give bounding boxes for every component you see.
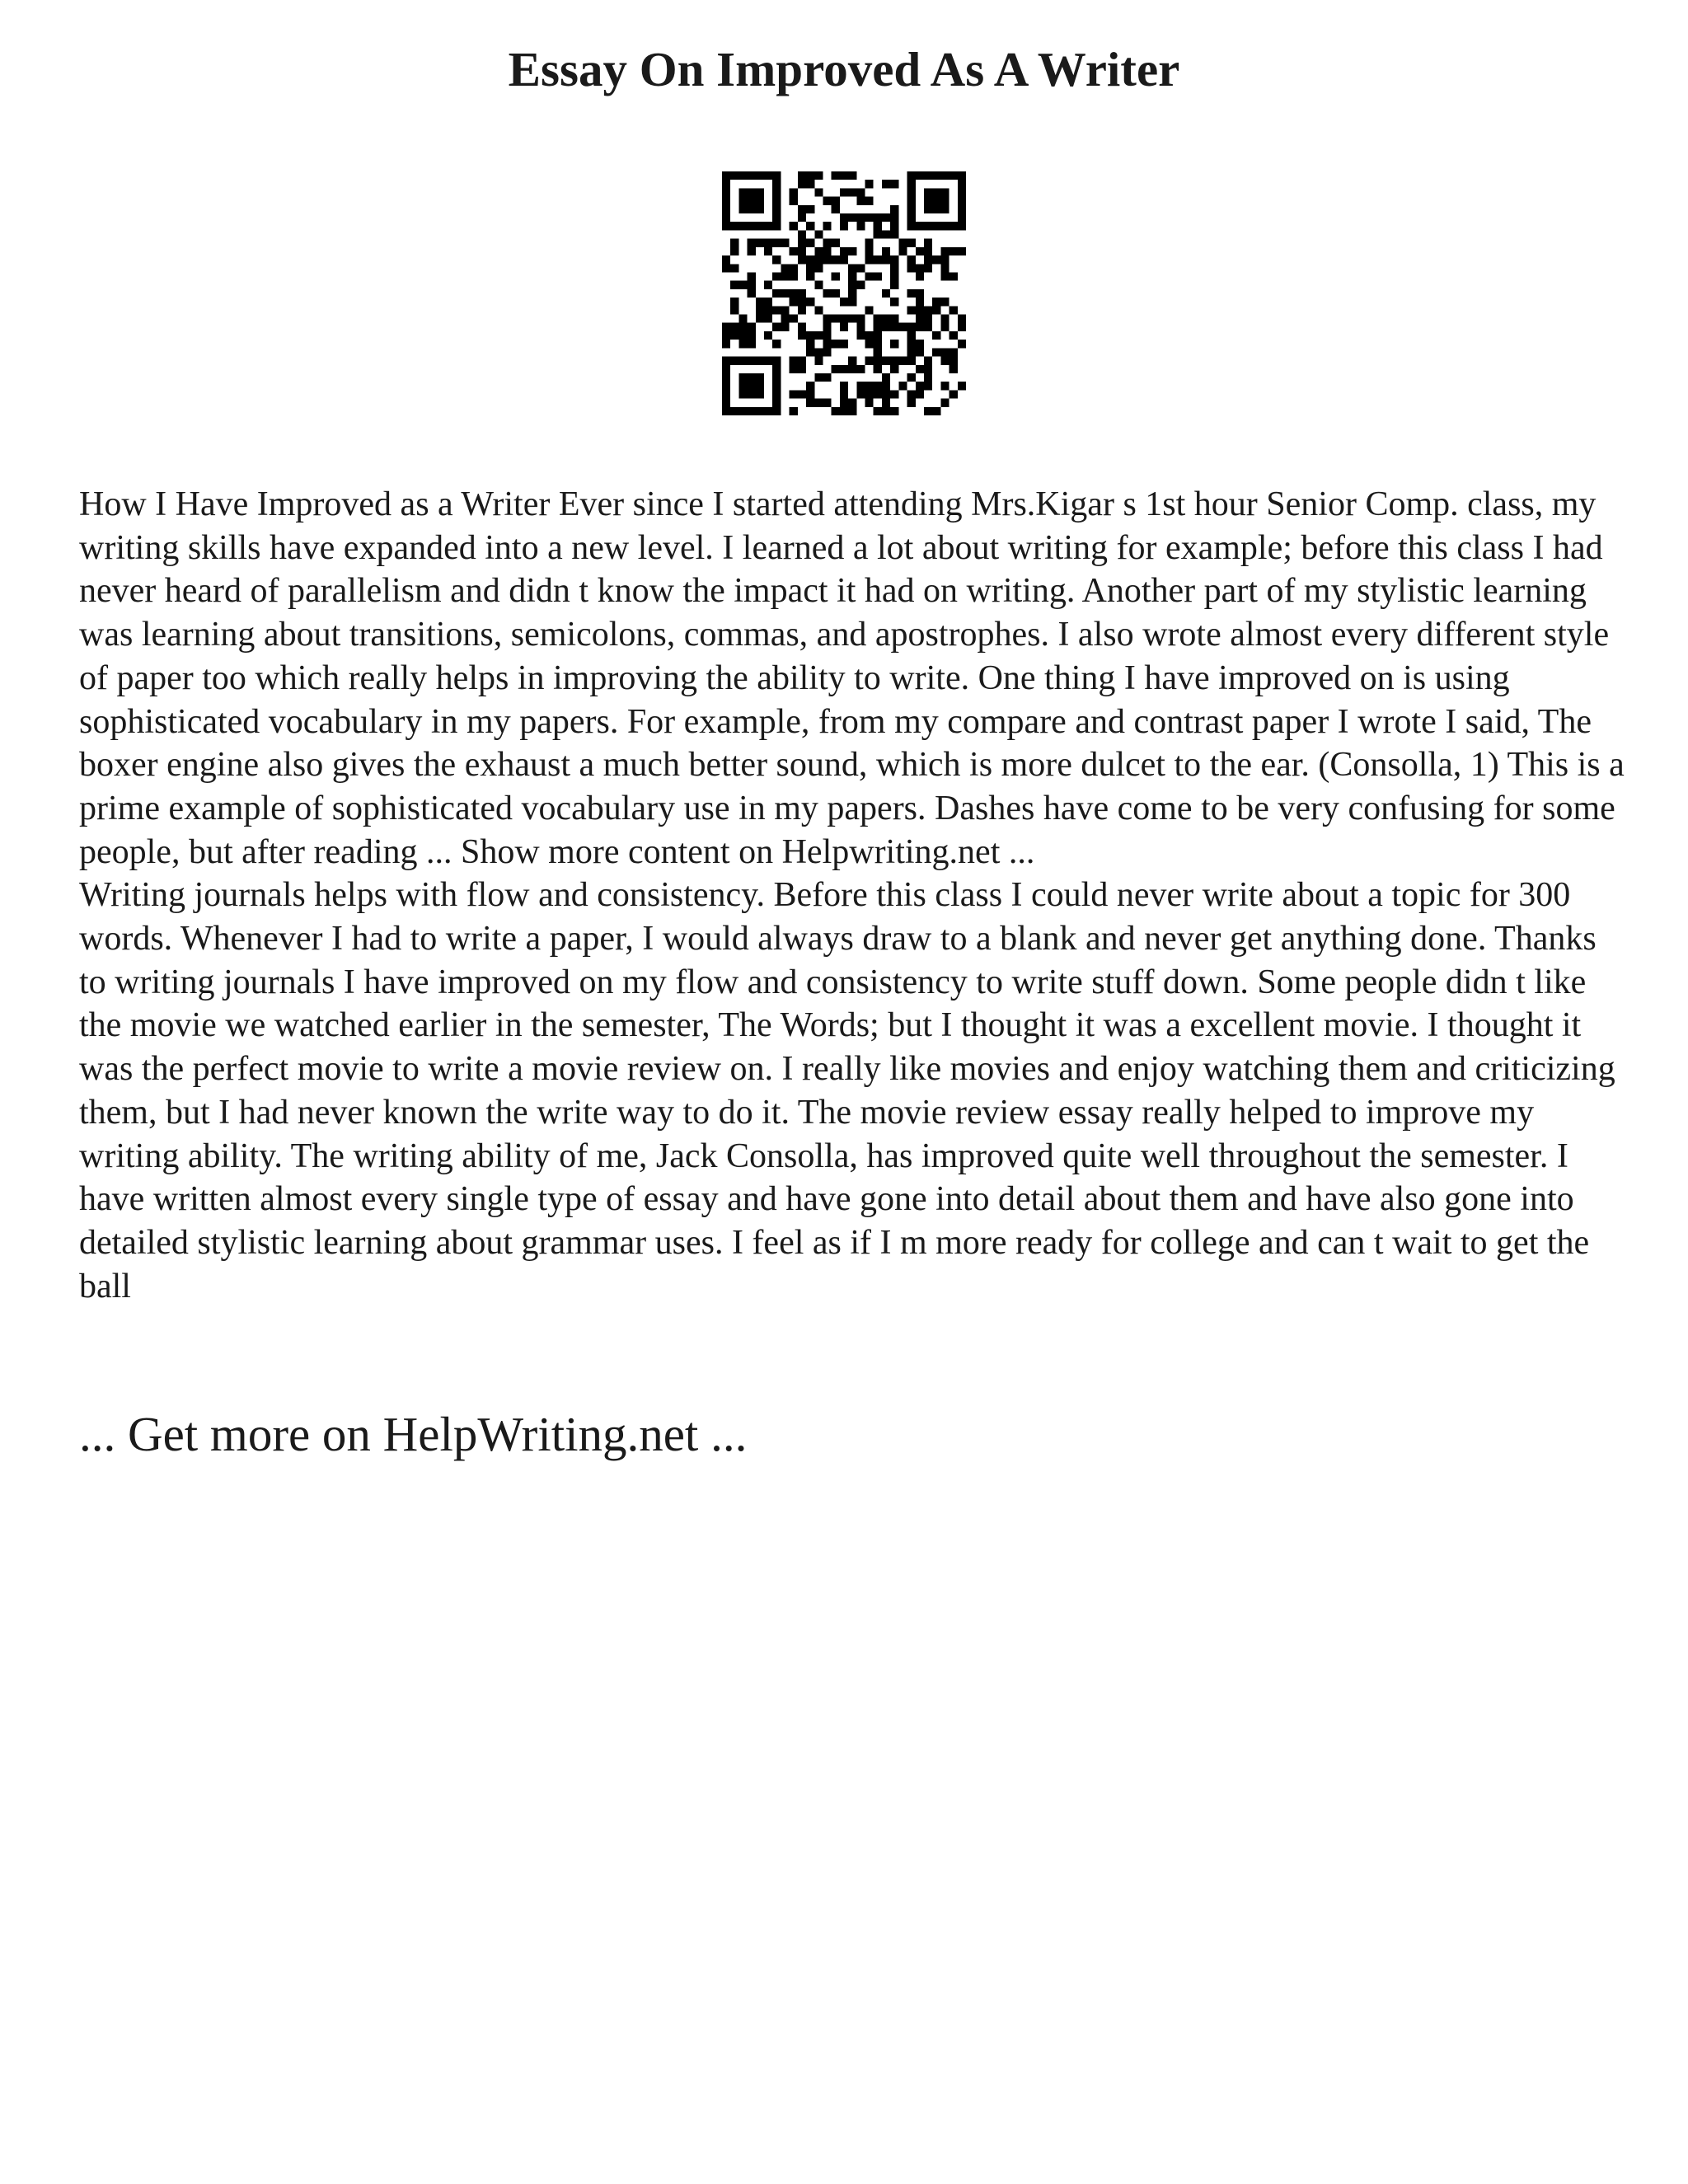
essay-body — [79, 483, 1629, 1308]
essay-paragraph: Writing journals helps with flow and consistency. Before this class I could never write about a topic for 300 words. Whenever I had to write a paper, I would always draw to a blank and never get anything done. Thanks to writing journals I have improved on my flow and consistency to write stuff down. Some people didn t like the movie we watched earlier in the semester, The Words; but I thought it was a excellent movie. I thought it was the perfect movie to write a movie review on. I really like movies and enjoy watching them and criticizing them, but I had never known the write way to do it. The movie review essay really helped to improve my writing ability. The writing ability of me, Jack Consolla, has improved quite well throughout the semester. I have written almost every single type of essay and have gone into detail about them and have also gone into detailed stylistic learning about grammar uses. I feel as if I m more ready for college and can t wait to get the ball — [79, 876, 1615, 1305]
essay-paragraph: How I Have Improved as a Writer Ever since I started attending Mrs.Kigar s 1st hour Senior Comp. class, my writing skills have expanded into a new level. I learned a lot about writing for example; before this class I had never heard of parallelism and didn t know the impact it had on writing. Another part of my stylistic learning was learning about transitions, semicolons, commas, and apostrophes. I also wrote almost every different style of paper too which really helps in improving the ability to write. One thing I have improved on is using sophisticated vocabulary in my papers. For example, from my compare and contrast paper I wrote I said, The boxer engine also gives the exhaust a much better sound, which is more dulcet to the ear. (Consolla, 1) This is a prime example of sophisticated vocabulary use in my papers. Dashes have come to be very confusing for some people, but after reading ... Show more content on Helpwriting.net ... — [79, 485, 1625, 871]
qr-code-icon — [722, 171, 966, 415]
get-more-link[interactable]: ... Get more on HelpWriting.net ... — [79, 1407, 748, 1461]
page-title: Essay On Improved As A Writer — [508, 42, 1180, 96]
